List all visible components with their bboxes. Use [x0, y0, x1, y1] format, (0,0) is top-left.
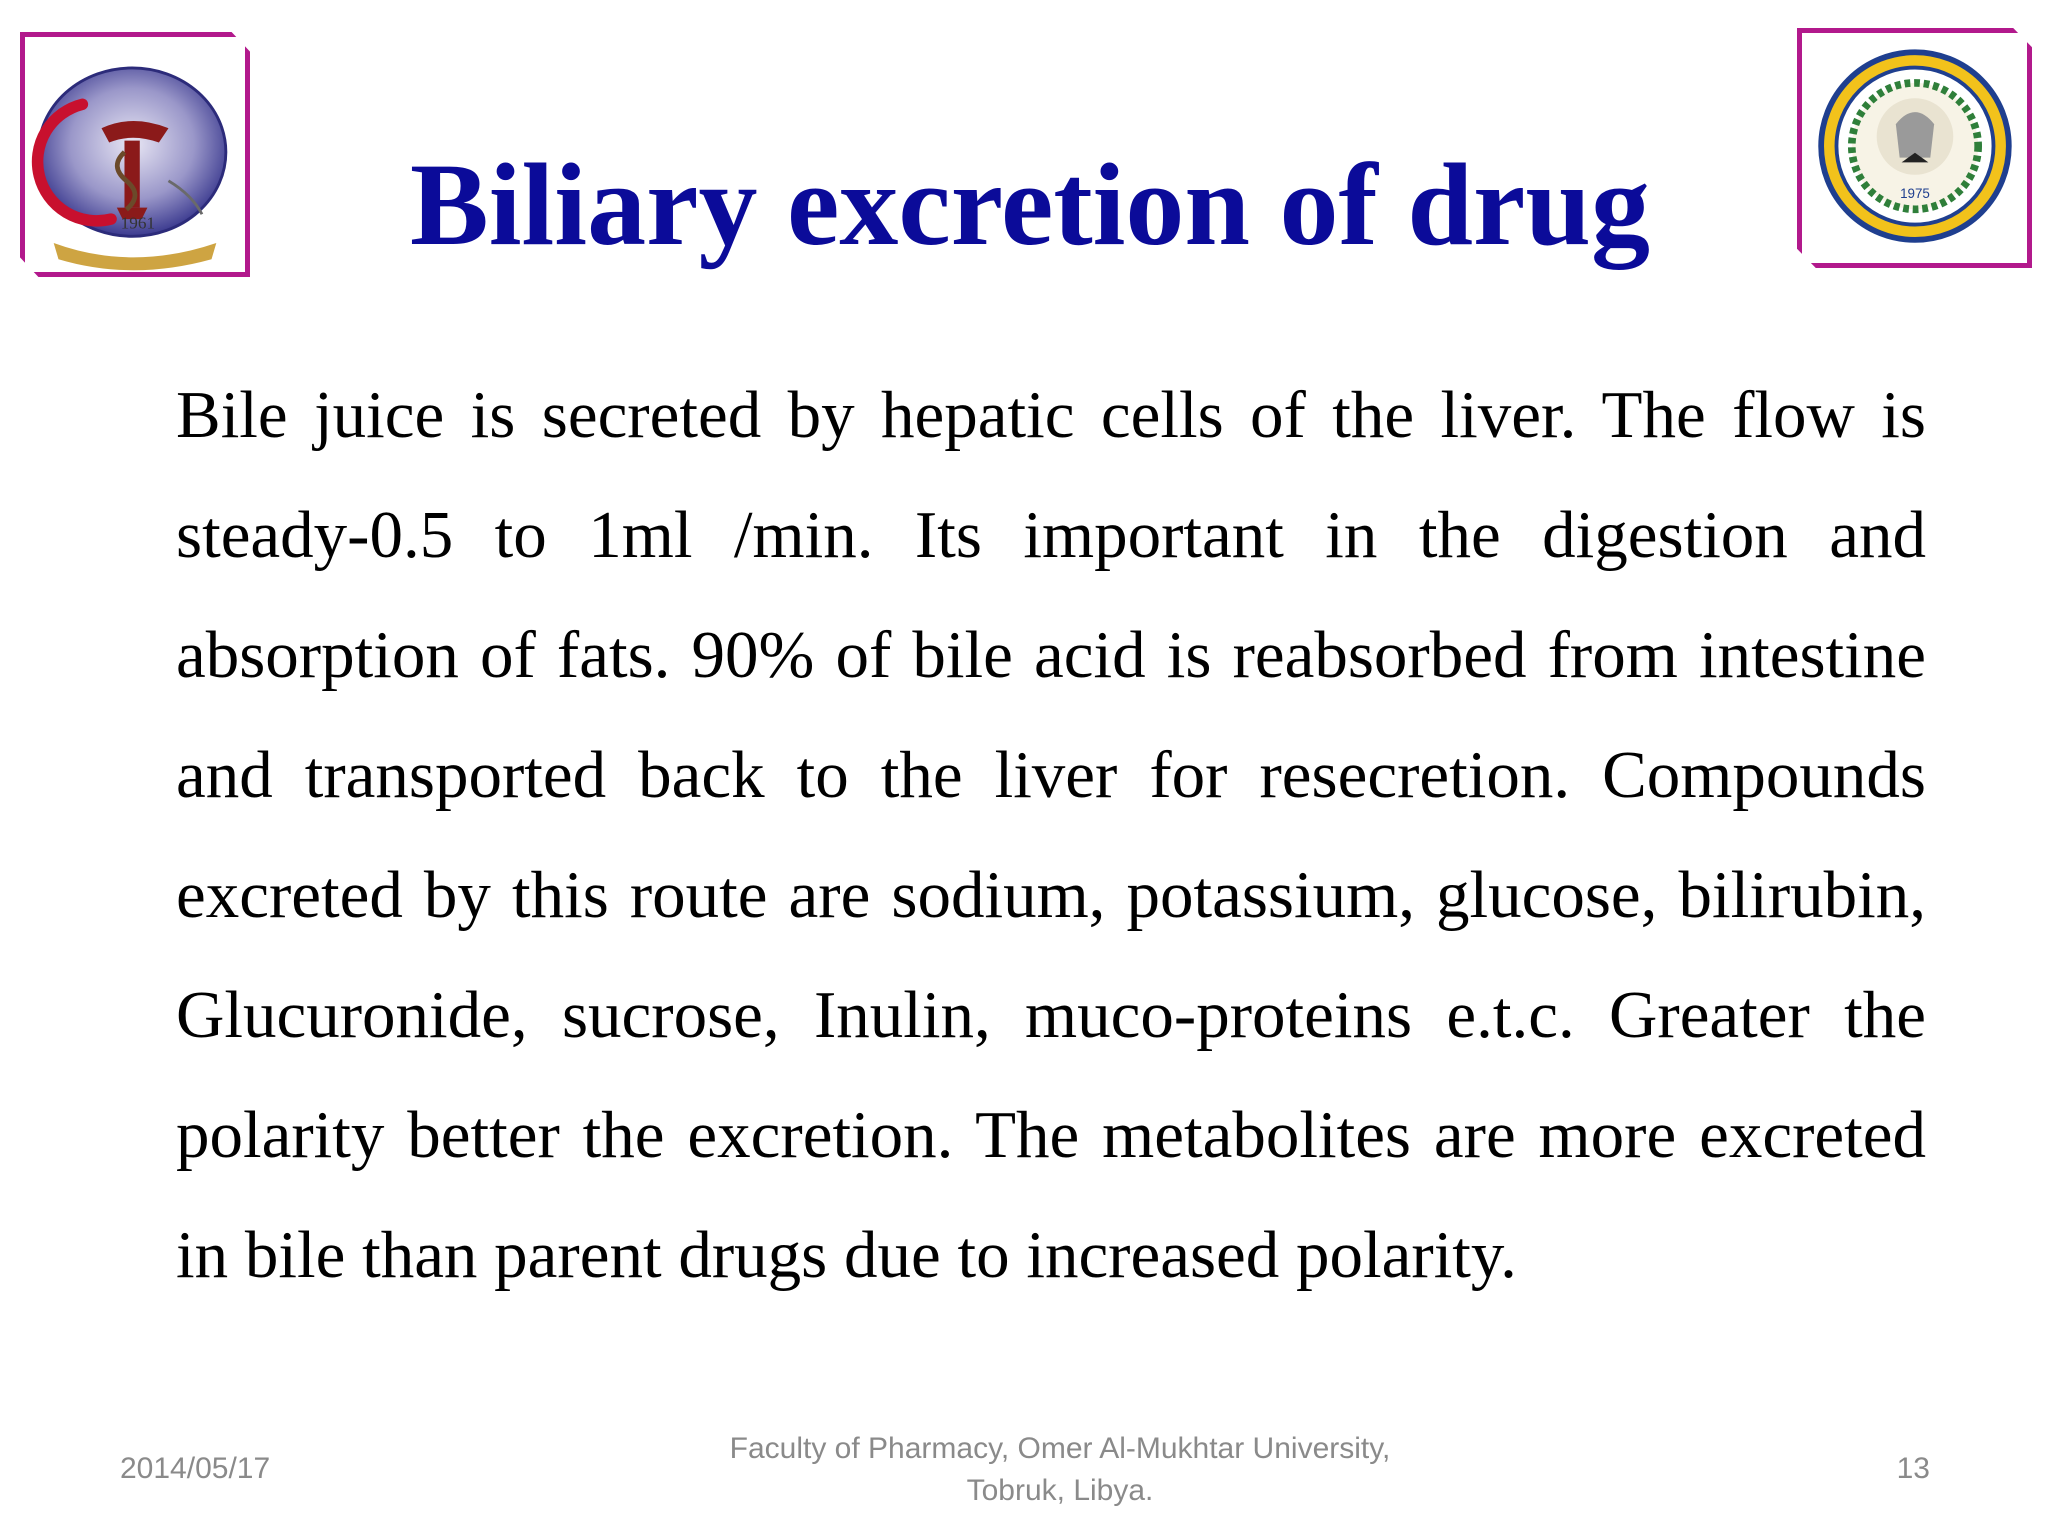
- slide-title: Biliary excretion of drug: [410, 139, 1650, 270]
- slide-body-text: Bile juice is secreted by hepatic cells of the liver. The flow is steady-0.5 to 1ml /min. Its important in the digestion and absorption of fats. 90% of bile acid is reabsorbed from intestine and transported back to the liver for resecretion. Compounds excreted by this route are sodium, potassium, glucose, bilirubin, Glucuronide, sucrose, Inulin, muco-proteins e.t.c. Greater the polarity better the excretion. The metabolites are more excreted in bile than parent drugs due to increased polarity.: [176, 378, 1926, 1292]
- footer-institution-line1: Faculty of Pharmacy, Omer Al-Mukhtar University,: [729, 1432, 1391, 1465]
- right-logo-frame: [1797, 28, 2032, 268]
- left-logo-year: 1961: [120, 213, 156, 233]
- footer-institution-line2: Tobruk, Libya.: [966, 1474, 1154, 1507]
- left-logo-frame: [20, 32, 250, 277]
- footer-date: 2014/05/17: [120, 1452, 271, 1485]
- university-seal-icon: [1802, 33, 2027, 263]
- right-logo-year: 1975: [1900, 185, 1930, 201]
- footer-institution: [690, 1428, 1430, 1512]
- pharmacy-faculty-emblem-icon: [25, 37, 245, 272]
- footer-page-number: 13: [1896, 1452, 1930, 1485]
